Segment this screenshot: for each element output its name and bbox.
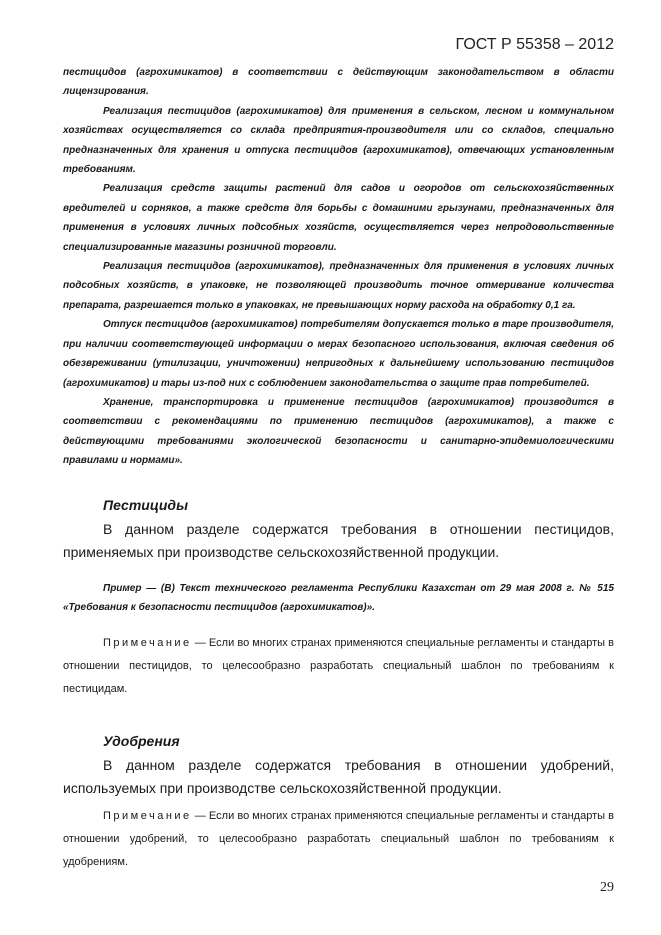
fertilizers-section-text: В данном разделе содержатся требования в отношении удобрений, используемых при производстве сельскохозяйственной продукции. [63,756,614,796]
fertilizers-note [63,805,614,874]
note-label: Примечание [103,809,192,822]
pesticides-section-title: Пестициды [103,496,189,513]
standard-number-header: ГОСТ Р 55358 – 2012 [455,36,614,53]
pesticides-note [63,632,614,701]
quote-paragraph: Отпуск пестицидов (агрохимикатов) потребителям допускается только в таре производителя, при наличии соответствующей информации о мерах безопасного использования, включая сведения об обезвреживании (утилизации, уничтожении) непригодных к дальнейшему использованию пестицидов (агрохимикатов) и тары из-под них с соблюдением законодательства о защите прав потребителей. [63,319,614,389]
pesticides-example: Пример — (B) Текст технического регламента Республики Казахстан от 29 мая 2008 г. № 515 «Требования к безопасности пестицидов (агрохимикатов)». [63,582,614,613]
note-label: Примечание [103,636,192,649]
note-text: — Если во многих странах применяются специальные регламенты и стандарты в отношении пестицидов, то целесообразно разработать специальный шаблон по требованиям к пестицидам. [63,636,614,695]
note-text: — Если во многих странах применяются специальные регламенты и стандарты в отношении удобрений, то целесообразно разработать специальный шаблон по требованиям к удобрениям. [63,809,614,868]
quote-paragraph: Хранение, транспортировка и применение пестицидов (агрохимикатов) производится в соответствии с рекомендациями по применению пестицидов (агрохимикатов), а также с действующими требованиями экологической безопасности и санитарно-эпидемиологическими правилами и нормами». [63,396,614,467]
page-number: 29 [600,880,614,895]
quote-paragraph: Реализация пестицидов (агрохимикатов), предназначенных для применения в условиях личных подсобных хозяйств, в упаковке, не позволяющей производить точное отмеривание количества препарата, разрешается только в упаковках, не превышающих норму расхода на обработку 0,1 га. [63,261,614,311]
pesticides-section-text: В данном разделе содержатся требования в отношении пестицидов, применяемых при производстве сельскохозяйственной продукции. [63,520,614,560]
fertilizers-section-title: Удобрения [103,732,180,749]
quote-paragraph: Реализация пестицидов (агрохимикатов) для применения в сельском, лесном и коммунальном хозяйствах осуществляется со склада предприятия-производителя или со складов, специально предназначенных для хранения и отпуска пестицидов (агрохимикатов), отвечающих установленным требованиям. [63,105,614,176]
quote-paragraph: пестицидов (агрохимикатов) в соответствии с действующим законодательством в области лицензирования. [63,67,614,98]
page-content [63,63,614,874]
quote-paragraph: Реализация средств защиты растений для садов и огородов от сельскохозяйственных вредителей и сорняков, а также средств для борьбы с домашними грызунами, предназначенных для применения в условиях личных подсобных хозяйств, осуществляется через непродовольственные специализированные магазины розничной торговли. [63,183,614,253]
